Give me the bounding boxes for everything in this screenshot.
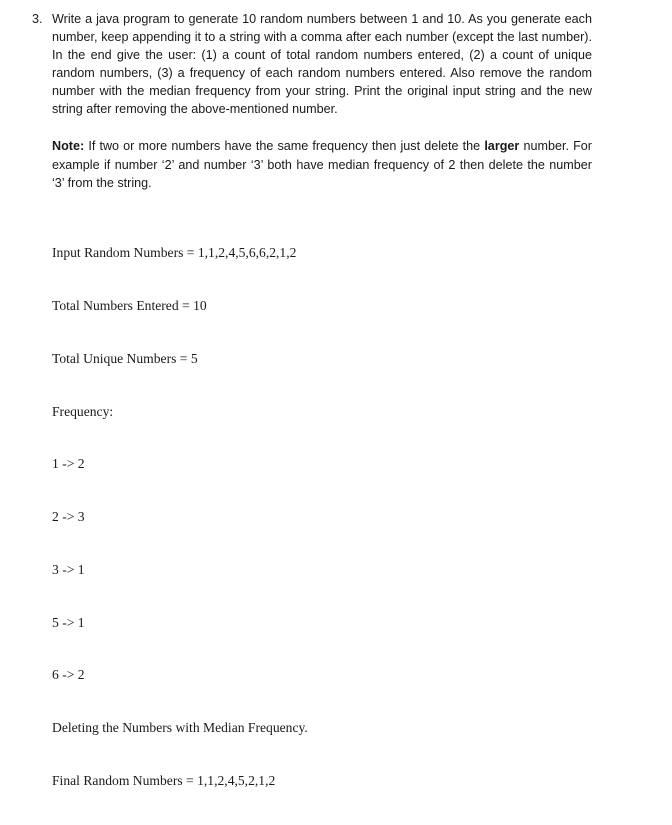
- sample-output: [52, 209, 308, 825]
- note-label: Note:: [52, 139, 85, 153]
- question-number: 3.: [32, 12, 43, 26]
- note-text-part1: If two or more numbers have the same frequency then just delete the: [84, 139, 485, 153]
- output-unique-line: Total Unique Numbers = 5: [52, 350, 198, 366]
- frequency-line: 1 -> 2: [52, 456, 85, 472]
- output-total-line: Total Numbers Entered = 10: [52, 297, 207, 313]
- frequency-line: 6 -> 2: [52, 667, 85, 683]
- note-text-part2: number. For example if number ‘2’ and number ‘3’ both have median frequency of 2 then delete the number ‘3’ from the string.: [52, 139, 592, 190]
- question-prompt: Write a java program to generate 10 random numbers between 1 and 10. As you generate each number, keep appending it to a string with a comma after each number (except the last number). In the end give the user: (1) a count of total random numbers entered, (2) a count of unique random numbers, (3) a frequency of each random numbers entered. Also remove the random number with the median frequency from your string. Print the original input string and the new string after removing the above-mentioned number.: [52, 12, 592, 116]
- note-bold-word: larger: [484, 139, 520, 153]
- output-input-line: Input Random Numbers = 1,1,2,4,5,6,6,2,1,2: [52, 245, 297, 261]
- output-frequency-label: Frequency:: [52, 403, 114, 419]
- note-paragraph: [52, 137, 592, 193]
- frequency-line: 2 -> 3: [52, 509, 85, 525]
- frequency-line: 5 -> 1: [52, 614, 85, 630]
- frequency-line: 3 -> 1: [52, 561, 85, 577]
- output-deleting-line: Deleting the Numbers with Median Frequency.: [52, 720, 308, 736]
- output-final-line: Final Random Numbers = 1,1,2,4,5,2,1,2: [52, 773, 276, 788]
